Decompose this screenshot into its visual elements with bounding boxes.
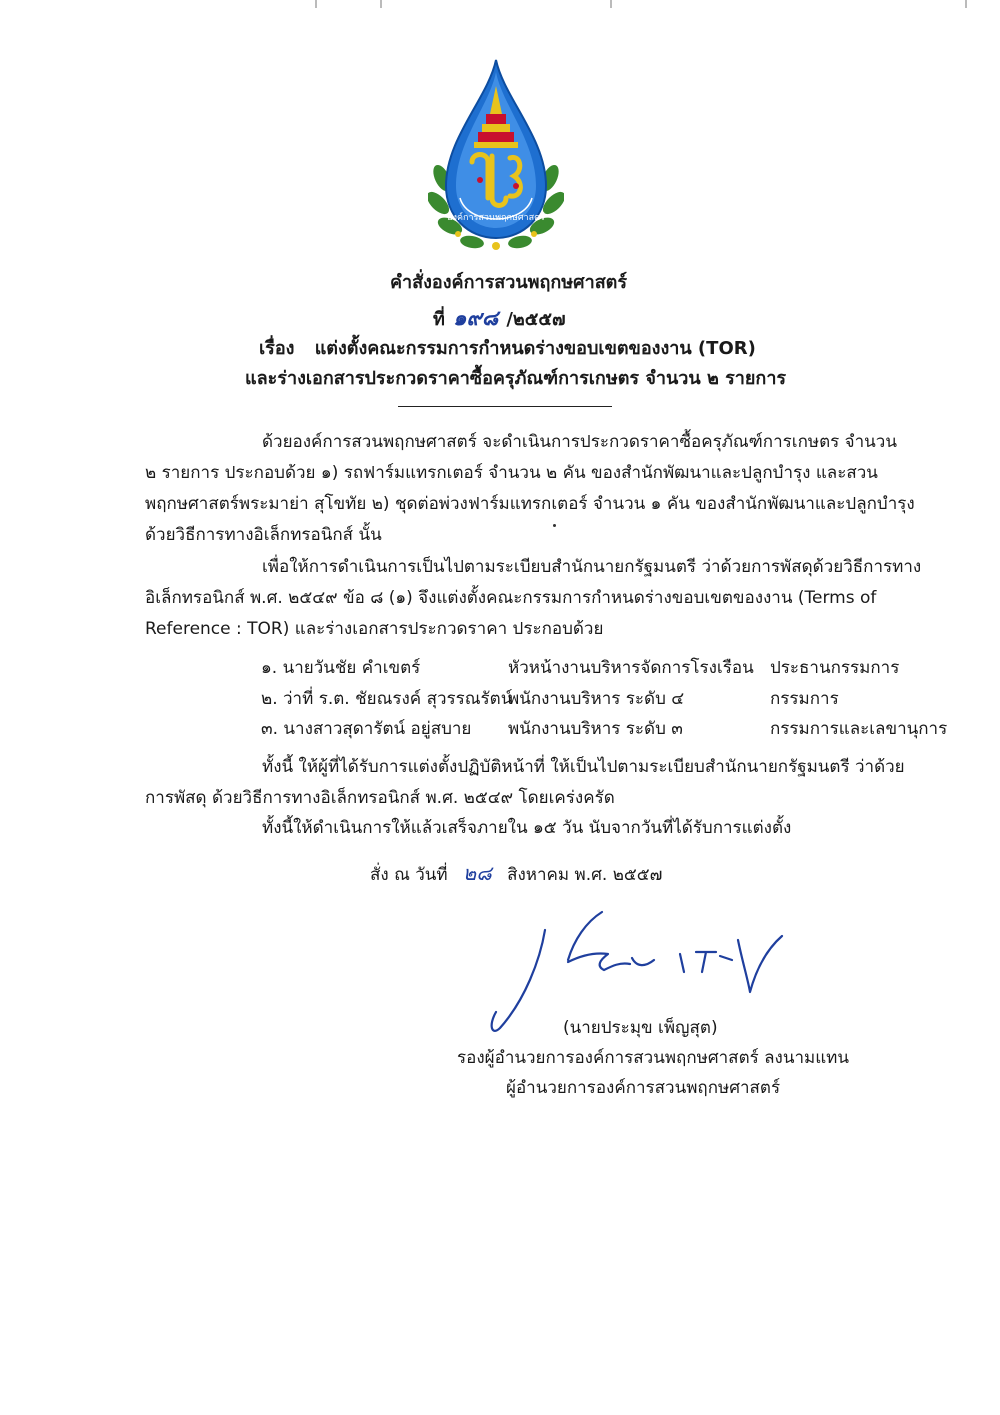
- subject-line-2: และร่างเอกสารประกวดราคาซื้อครุภัณฑ์การเกษตร จำนวน ๒ รายการ: [245, 368, 787, 389]
- order-title: คำสั่งองค์การสวนพฤกษศาสตร์: [390, 272, 628, 293]
- member-3-role: กรรมการและเลขานุการ: [770, 719, 948, 739]
- paragraph-1-line-4: ด้วยวิธีการทางอิเล็กทรอนิกส์ นั้น: [145, 525, 382, 545]
- paragraph-1-line-3: พฤกษศาสตร์พระมาย่า สุโขทัย ๒) ชุดต่อพ่วงฟาร์มแทรกเตอร์ จำนวน ๑ คัน ของสำนักพัฒนาและปลูกบำรุง: [145, 494, 915, 514]
- paragraph-2-line-2: อิเล็กทรอนิกส์ พ.ศ. ๒๕๔๙ ข้อ ๘ (๑) จึงแต่งตั้งคณะกรรมการกำหนดร่างขอบเขตของงาน (Terms of: [145, 588, 877, 608]
- member-2-role: กรรมการ: [770, 689, 839, 709]
- signer-title-line-1: รองผู้อำนวยการองค์การสวนพฤกษศาสตร์ ลงนามแทน: [457, 1048, 850, 1068]
- scan-mark: [380, 0, 382, 8]
- order-number-handwritten: ๑๙๘: [453, 305, 499, 330]
- subject-text-1: แต่งตั้งคณะกรรมการกำหนดร่างขอบเขตของงาน (TOR): [314, 338, 756, 359]
- paragraph-2-line-3: Reference : TOR) และร่างเอกสารประกวดราคา ประกอบด้วย: [145, 619, 604, 639]
- subject-label: เรื่อง: [259, 338, 295, 359]
- member-3-name: ๓. นางสาวสุดารัตน์ อยู่สบาย: [261, 719, 472, 739]
- member-1-name: ๑. นายวันชัย คำเขตร์: [261, 658, 421, 678]
- header-divider: [398, 406, 612, 407]
- signer-title-line-2: ผู้อำนวยการองค์การสวนพฤกษศาสตร์: [506, 1078, 781, 1098]
- stray-mark: [553, 524, 556, 527]
- paragraph-2-line-1: เพื่อให้การดำเนินการเป็นไปตามระเบียบสำนักนายกรัฐมนตรี ว่าด้วยการพัสดุด้วยวิธีการทาง: [262, 557, 922, 577]
- svg-text:องค์การสวนพฤกษศาสตร์: องค์การสวนพฤกษศาสตร์: [447, 213, 545, 223]
- order-date-suffix: สิงหาคม พ.ศ. ๒๕๕๗: [507, 865, 663, 885]
- subject-line-1: [259, 338, 756, 360]
- scan-mark: [315, 0, 317, 8]
- member-2-name: ๒. ว่าที่ ร.ต. ชัยณรงค์ สุวรรณรัตน์: [261, 689, 513, 709]
- paragraph-3-line-1: ทั้งนี้ ให้ผู้ที่ได้รับการแต่งตั้งปฏิบัติหน้าที่ ให้เป็นไปตามระเบียบสำนักนายกรัฐมนตรี ว่าด้วย: [262, 757, 905, 777]
- paragraph-3-line-2: การพัสดุ ด้วยวิธีการทางอิเล็กทรอนิกส์ พ.ศ. ๒๕๔๙ โดยเคร่งครัด: [145, 788, 615, 808]
- member-2-position: พนักงานบริหาร ระดับ ๔: [508, 689, 685, 709]
- signer-name: (นายประมุข เพ็ญสุต): [563, 1018, 718, 1038]
- paragraph-3-line-3: ทั้งนี้ให้ดำเนินการให้แล้วเสร็จภายใน ๑๕ วัน นับจากวันที่ได้รับการแต่งตั้ง: [262, 818, 792, 838]
- scan-mark: [965, 0, 967, 8]
- order-date-day-handwritten: ๒๘: [463, 861, 492, 885]
- member-1-position: หัวหน้างานบริหารจัดการโรงเรือน: [508, 658, 754, 678]
- botanical-garden-seal-icon: [428, 58, 564, 250]
- order-number: [433, 305, 566, 331]
- order-number-suffix: /๒๕๕๗: [506, 309, 566, 330]
- order-number-prefix: ที่: [433, 309, 445, 330]
- paragraph-1-line-2: ๒ รายการ ประกอบด้วย ๑) รถฟาร์มแทรกเตอร์ จำนวน ๒ คัน ของสำนักพัฒนาและปลูกบำรุง และสวน: [145, 463, 878, 483]
- paragraph-1-line-1: ด้วยองค์การสวนพฤกษศาสตร์ จะดำเนินการประกวดราคาซื้อครุภัณฑ์การเกษตร จำนวน: [262, 432, 897, 452]
- order-date: [370, 861, 662, 885]
- scan-mark: [610, 0, 612, 8]
- member-3-position: พนักงานบริหาร ระดับ ๓: [508, 719, 683, 739]
- member-1-role: ประธานกรรมการ: [770, 658, 900, 678]
- order-date-prefix: สั่ง ณ วันที่: [370, 865, 448, 885]
